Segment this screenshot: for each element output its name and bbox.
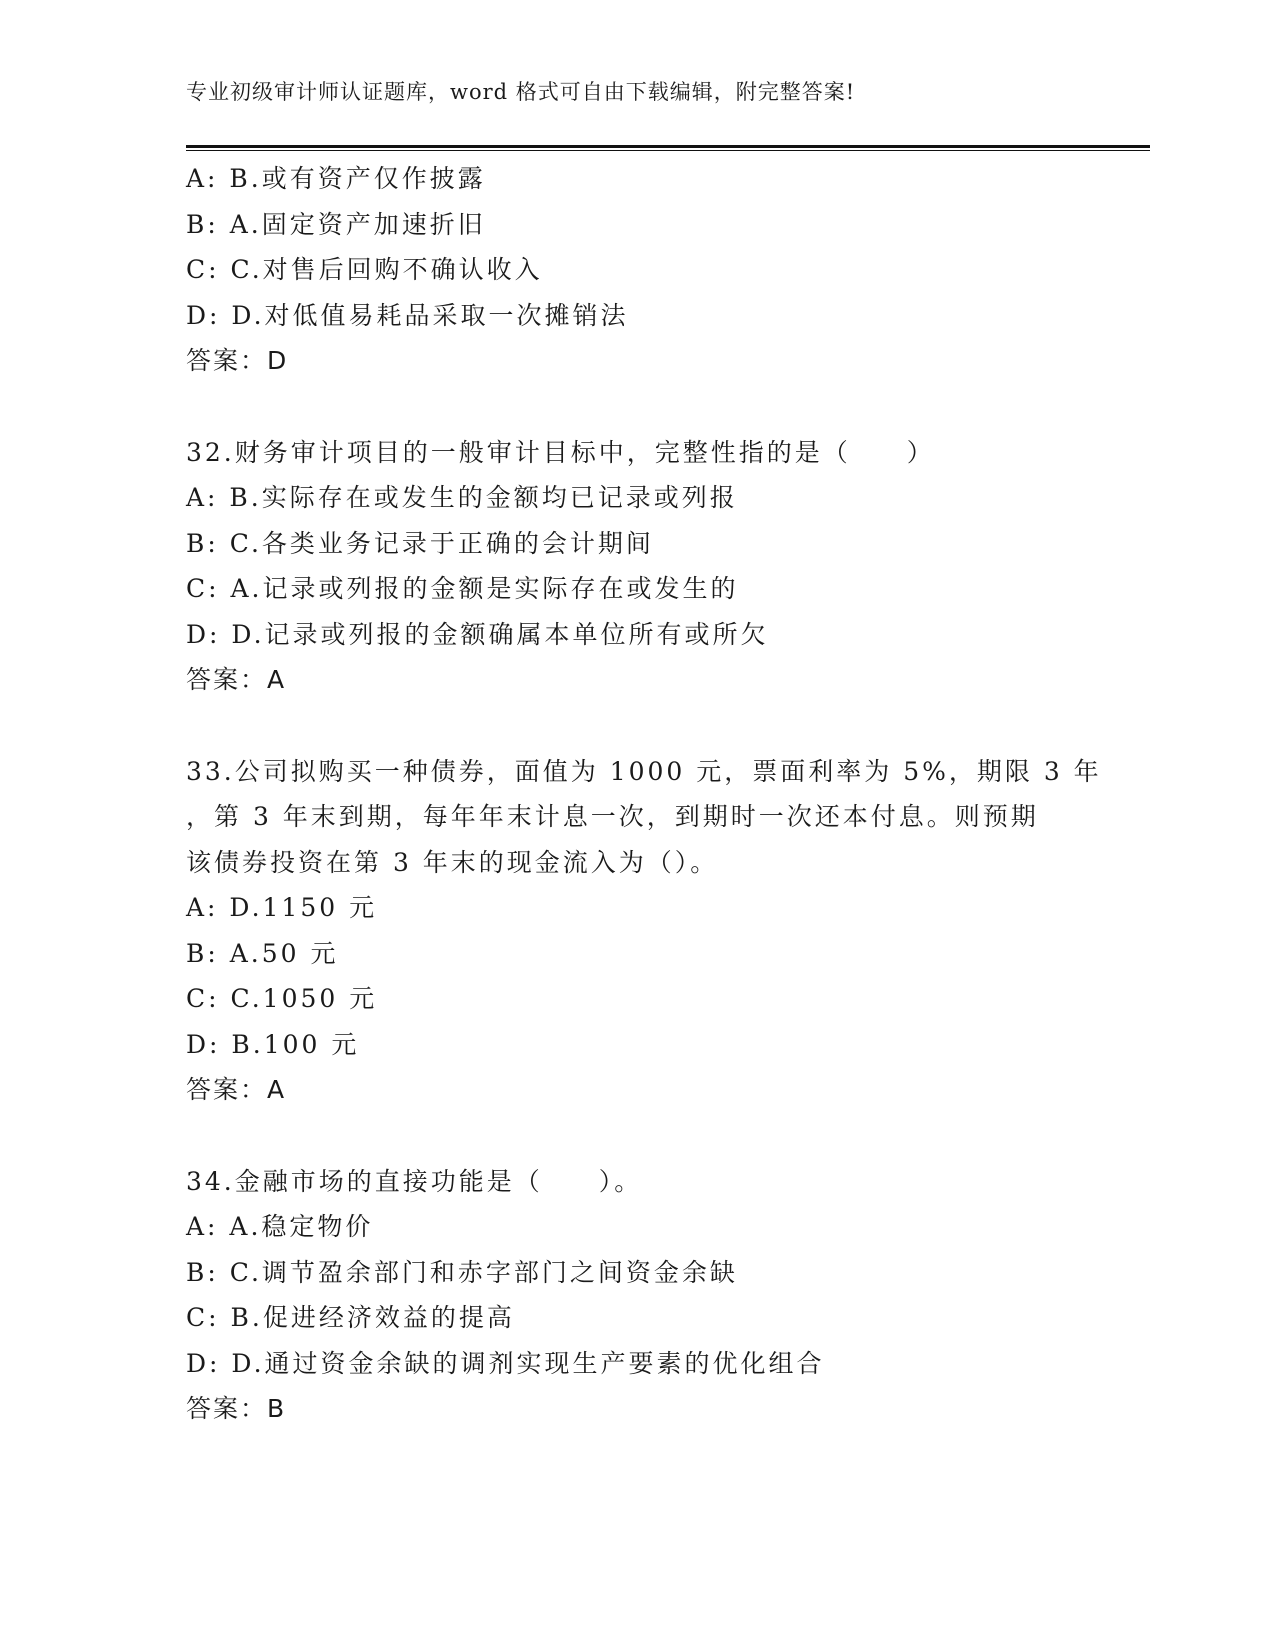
- question-stem-line-3: 该债券投资在第 3 年末的现金流入为（）。: [186, 847, 719, 877]
- question-block-32: [186, 430, 1086, 703]
- option-a: A: A.稳定物价: [186, 1212, 374, 1241]
- question-block-33: [186, 749, 1102, 1113]
- question-stem-line-2: ，第 3 年末到期，每年年末计息一次，到期时一次还本付息。则预期: [186, 802, 1039, 831]
- option-d: D: B.100 元: [186, 1029, 360, 1059]
- option-c: C: C.1050 元: [186, 984, 378, 1013]
- question-block-31: [186, 156, 1086, 384]
- answer-line: 答案：B: [186, 1394, 287, 1423]
- option-a: A: B.实际存在或发生的金额均已记录或列报: [186, 483, 738, 512]
- option-b: B: C.各类业务记录于正确的会计期间: [186, 528, 654, 558]
- header-divider-thick: [186, 145, 1150, 148]
- option-d: D: D.对低值易耗品采取一次摊销法: [186, 300, 629, 330]
- option-a: A: B.或有资产仅作披露: [186, 164, 486, 193]
- option-b: B: A.固定资产加速折旧: [186, 209, 486, 239]
- question-stem-line-1: 33.公司拟购买一种债券，面值为 1000 元，票面利率为 5%，期限 3 年: [186, 756, 1102, 786]
- option-b: B: A.50 元: [186, 938, 339, 968]
- question-stem: 34.金融市场的直接功能是（ ）。: [186, 1166, 643, 1196]
- option-d: D: D.通过资金余缺的调剂实现生产要素的优化组合: [186, 1348, 825, 1378]
- option-d: D: D.记录或列报的金额确属本单位所有或所欠: [186, 619, 769, 649]
- option-b: B: C.调节盈余部门和赤字部门之间资金余缺: [186, 1257, 738, 1287]
- question-block-34: [186, 1159, 1086, 1432]
- option-c: C: A.记录或列报的金额是实际存在或发生的: [186, 574, 739, 603]
- question-list: [186, 156, 1102, 1432]
- question-stem: 32.财务审计项目的一般审计目标中，完整性指的是（ ）: [186, 437, 935, 467]
- answer-line: 答案：A: [186, 665, 287, 694]
- header-divider-thin: [186, 150, 1150, 151]
- option-c: C: B.促进经济效益的提高: [186, 1303, 515, 1332]
- option-c: C: C.对售后回购不确认收入: [186, 255, 543, 284]
- answer-line: 答案：A: [186, 1075, 287, 1104]
- answer-line: 答案：D: [186, 346, 289, 375]
- option-a: A: D.1150 元: [186, 893, 378, 922]
- header-note: 专业初级审计师认证题库，word 格式可自由下载编辑，附完整答案!: [186, 80, 856, 104]
